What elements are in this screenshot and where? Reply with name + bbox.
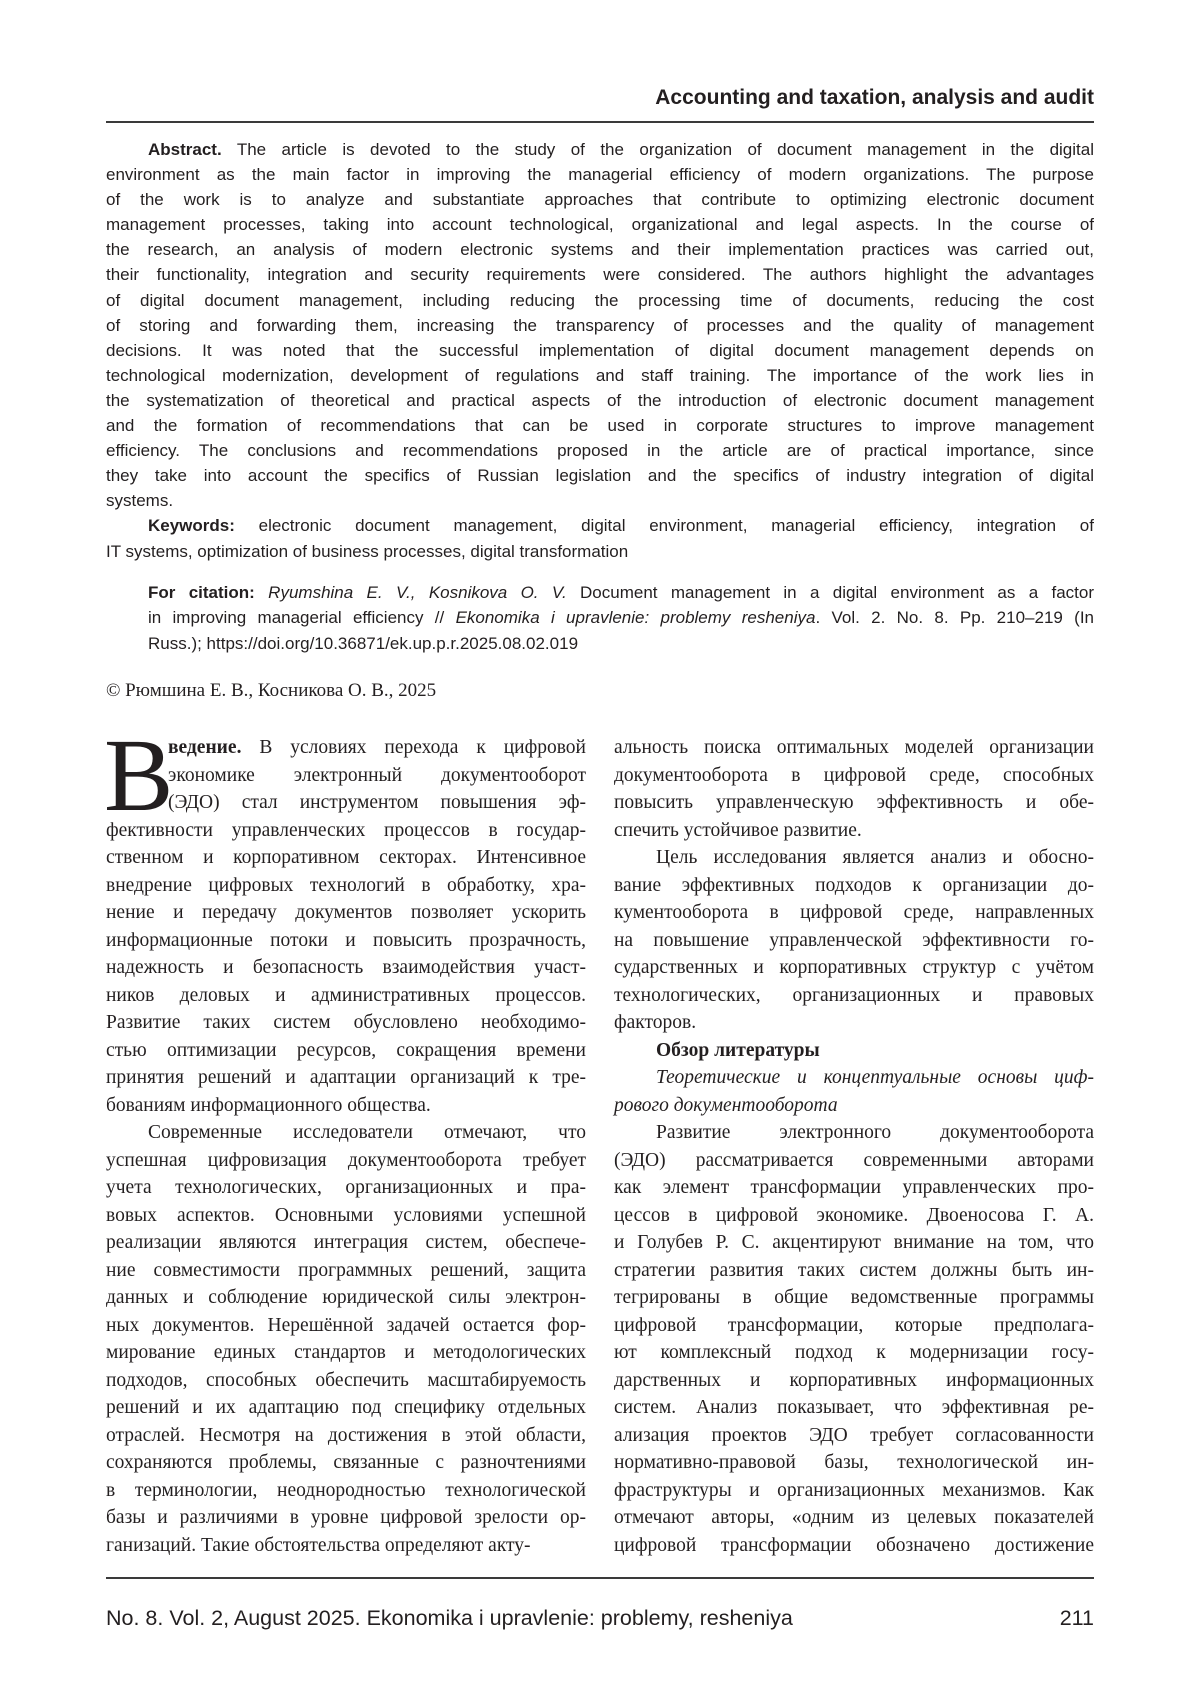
footer-journal: No. 8. Vol. 2, August 2025. Ekonomika i upravlenie: problemy, resheniya <box>106 1604 793 1632</box>
footer <box>106 1604 1094 1632</box>
citation-journal: Ekonomika i upravlenie: problemy resheniya <box>456 608 816 627</box>
text-line: надежность и безопасность взаимодействия участ- <box>106 954 586 982</box>
text-line: в терминологии, неоднородностью технологической <box>106 1477 586 1505</box>
text-line: рового документооборота <box>614 1092 1094 1120</box>
text-line: ние совместимости программных решений, защита <box>106 1257 586 1285</box>
citation-title: Document management in a digital environment as a factor <box>567 583 1094 602</box>
text-line: реализации являются интеграция систем, обеспече- <box>106 1229 586 1257</box>
citation-doi[interactable]: Russ.); https://doi.org/10.36871/ek.up.p.r.2025.08.02.019 <box>148 631 1094 656</box>
text-line: экономике электронный документооборот <box>168 762 586 790</box>
text-line: стратегии развития таких систем должны быть ин- <box>614 1257 1094 1285</box>
text-line <box>168 734 586 762</box>
abstract-first-line <box>106 137 1094 162</box>
text-line: альность поиска оптимальных моделей организации <box>614 734 1094 762</box>
keywords-text: electronic document management, digital environment, managerial efficiency, integration of <box>235 516 1094 535</box>
section-heading: Обзор литературы <box>614 1037 1094 1065</box>
text-line: of the work is to analyze and substantiate approaches that contribute to optimizing electronic document <box>106 187 1094 212</box>
citation-title-cont: in improving managerial efficiency // <box>148 608 456 627</box>
text-line: как элемент трансформации управленческих про- <box>614 1174 1094 1202</box>
text-line: фраструктуры и организационных механизмов. Как <box>614 1477 1094 1505</box>
text-line: мирование единых стандартов и методологических <box>106 1339 586 1367</box>
footer-rule <box>106 1577 1094 1579</box>
text-line: ганизаций. Такие обстоятельства определяют акту- <box>106 1532 586 1560</box>
text-line: решений и их адаптацию под специфику отдельных <box>106 1394 586 1422</box>
text-line: Современные исследователи отмечают, что <box>106 1119 586 1147</box>
text-line: цифровой трансформации, которые предполага- <box>614 1312 1094 1340</box>
citation-label: For citation: <box>148 583 255 602</box>
text-line: отмечают авторы, «одним из целевых показателей <box>614 1504 1094 1532</box>
citation-authors: Ryumshina E. V., Kosnikova O. V. <box>255 583 567 602</box>
text-line: Теоретические и концептуальные основы циф- <box>614 1064 1094 1092</box>
paragraph <box>106 1119 586 1559</box>
text-line: (ЭДО) стал инструментом повышения эф- <box>168 789 586 817</box>
text-line: ственном и корпоративном секторах. Интенсивное <box>106 844 586 872</box>
text-line: принятия решений и адаптации организаций к тре- <box>106 1064 586 1092</box>
text-line: данных и соблюдение юридической силы электрон- <box>106 1284 586 1312</box>
text-line: management processes, taking into account technological, organizational and legal aspects. In the course of <box>106 212 1094 237</box>
text-line: environment as the main factor in improving the managerial efficiency of modern organizations. The purpose <box>106 162 1094 187</box>
text-line: ют комплексный подход к модернизации госу- <box>614 1339 1094 1367</box>
text-line: базы и различиями в уровне цифровой зрелости ор- <box>106 1504 586 1532</box>
section-title: Accounting and taxation, analysis and audit <box>655 84 1094 112</box>
text-line: the systematization of theoretical and practical aspects of the introduction of electronic document management <box>106 388 1094 413</box>
abstract <box>106 137 1094 564</box>
keywords-line: IT systems, optimization of business processes, digital transformation <box>106 539 1094 564</box>
text-line: Цель исследования является анализ и обосно- <box>614 844 1094 872</box>
text-line: отраслей. Несмотря на достижения в этой области, <box>106 1422 586 1450</box>
paragraph <box>614 734 1094 844</box>
text-line: нение и передачу документов позволяет ускорить <box>106 899 586 927</box>
text-line: decisions. It was noted that the successful implementation of digital document management depends on <box>106 338 1094 363</box>
text-line: (ЭДО) рассматривается современными авторами <box>614 1147 1094 1175</box>
text-line: повысить управленческую эффективность и обе- <box>614 789 1094 817</box>
text-line: нормативно-правовой базы, технологической ин- <box>614 1449 1094 1477</box>
text-line: and the formation of recommendations that can be used in corporate structures to improve management <box>106 413 1094 438</box>
text-line: ных документов. Нерешённой задачей остается фор- <box>106 1312 586 1340</box>
text-line: бованиям информационного общества. <box>106 1092 586 1120</box>
text-line: Развитие электронного документооборота <box>614 1119 1094 1147</box>
paragraph <box>614 844 1094 1037</box>
header-rule <box>106 121 1094 123</box>
text-line: документооборота в цифровой среде, способных <box>614 762 1094 790</box>
paragraph <box>614 1119 1094 1559</box>
text-line: тегрированы в общие ведомственные программы <box>614 1284 1094 1312</box>
text-line: информационные потоки и повысить прозрачность, <box>106 927 586 955</box>
text-line: вание эффективных подходов к организации до- <box>614 872 1094 900</box>
intro-text: В условиях перехода к цифровой <box>241 737 586 758</box>
copyright: © Рюмшина Е. В., Косникова О. В., 2025 <box>106 678 436 704</box>
text-line: ализация проектов ЭДО требует согласованности <box>614 1422 1094 1450</box>
text-line: вовых аспектов. Основными условиями успешной <box>106 1202 586 1230</box>
citation <box>148 580 1094 656</box>
text-line: they take into account the specifics of Russian legislation and the specifics of industry integration of digital <box>106 463 1094 488</box>
abstract-label: Abstract. <box>148 140 222 159</box>
abstract-text: The article is devoted to the study of the organization of document management in the digital <box>222 140 1094 159</box>
citation-volume: . Vol. 2. No. 8. Pp. 210–219 (In <box>815 608 1094 627</box>
text-line: успешная цифровизация документооборота требует <box>106 1147 586 1175</box>
text-line: на повышение управленческой эффективности го- <box>614 927 1094 955</box>
intro-heading: ведение. <box>168 737 241 758</box>
text-line: дарственных и корпоративных информационных <box>614 1367 1094 1395</box>
text-line: спечить устойчивое развитие. <box>614 817 1094 845</box>
paragraph <box>614 1064 1094 1119</box>
text-line: и Голубев Р. С. акцентируют внимание на том, что <box>614 1229 1094 1257</box>
text-line: стью оптимизации ресурсов, сокращения времени <box>106 1037 586 1065</box>
text-line: technological modernization, development of regulations and staff training. The importance of the work lies in <box>106 363 1094 388</box>
paragraph <box>106 162 1094 513</box>
text-line: учета технологических, организационных и пра- <box>106 1174 586 1202</box>
text-line: of storing and forwarding them, increasing the transparency of processes and the quality of management <box>106 313 1094 338</box>
body-left-column <box>106 734 586 1559</box>
text-line: their functionality, integration and security requirements were considered. The authors highlight the advantages <box>106 262 1094 287</box>
text-line: внедрение цифровых технологий в обработку, хра- <box>106 872 586 900</box>
text-line: цифровой трансформации обозначено достижение <box>614 1532 1094 1560</box>
text-line: сударственных и корпоративных структур с учётом <box>614 954 1094 982</box>
text-line: технологических, организационных и правовых <box>614 982 1094 1010</box>
paragraph <box>106 817 586 1120</box>
text-line: ников деловых и административных процессов. <box>106 982 586 1010</box>
text-line: цессов в цифровой экономике. Двоеносова Г. А. <box>614 1202 1094 1230</box>
text-line: systems. <box>106 488 1094 513</box>
keywords-label: Keywords: <box>148 516 235 535</box>
text-line: the research, an analysis of modern electronic systems and their implementation practices was carried out, <box>106 237 1094 262</box>
text-line: факторов. <box>614 1009 1094 1037</box>
text-line: Развитие таких систем обусловлено необходимо- <box>106 1009 586 1037</box>
text-line: сохраняются проблемы, связанные с разночтениями <box>106 1449 586 1477</box>
keywords-first-line <box>106 513 1094 538</box>
text-line: систем. Анализ показывает, что эффективная ре- <box>614 1394 1094 1422</box>
text-line: efficiency. The conclusions and recommendations proposed in the article are of practical importance, since <box>106 438 1094 463</box>
drop-cap: В <box>104 726 173 826</box>
text-line: of digital document management, including reducing the processing time of documents, reducing the cost <box>106 288 1094 313</box>
text-line: кументооборота в цифровой среде, направленных <box>614 899 1094 927</box>
text-line: подходов, способных обеспечить масштабируемость <box>106 1367 586 1395</box>
page-number: 211 <box>1060 1604 1094 1632</box>
text-line: фективности управленческих процессов в государ- <box>106 817 586 845</box>
body-right-column <box>614 734 1094 1559</box>
